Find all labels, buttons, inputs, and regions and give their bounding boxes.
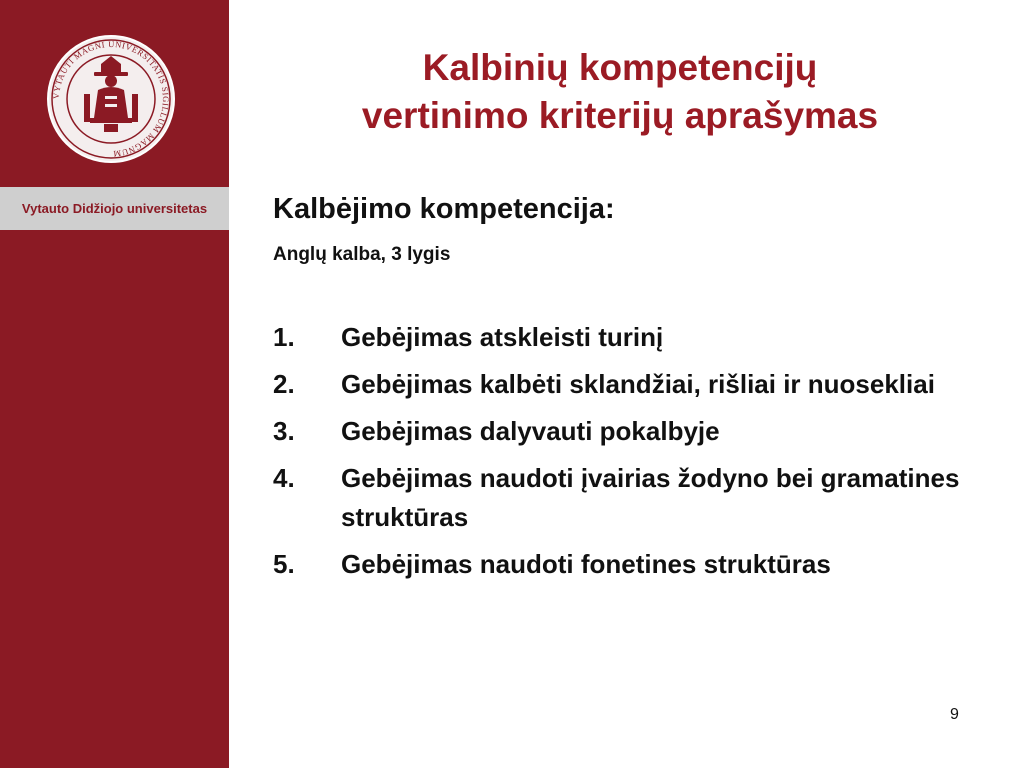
university-name-band xyxy=(0,187,229,230)
criteria-text: Gebėjimas naudoti fonetines struktūras xyxy=(341,549,831,579)
criteria-number: 2. xyxy=(273,369,295,399)
slide-title-line-1: Kalbinių kompetencijų xyxy=(422,47,818,88)
criteria-number: 4. xyxy=(273,463,295,493)
language-level: Anglų kalba, 3 lygis xyxy=(273,244,451,265)
university-name: Vytauto Didžiojo universitetas xyxy=(21,201,208,216)
criteria-item xyxy=(273,459,993,537)
university-seal-logo xyxy=(46,34,176,164)
criteria-item xyxy=(273,318,993,357)
criteria-item xyxy=(273,412,993,451)
criteria-text: Gebėjimas atskleisti turinį xyxy=(341,322,664,352)
criteria-number: 1. xyxy=(273,322,295,352)
criteria-item xyxy=(273,365,993,404)
criteria-text: Gebėjimas naudoti įvairias žodyno bei gramatines struktūras xyxy=(341,463,960,532)
criteria-number: 5. xyxy=(273,549,295,579)
criteria-text: Gebėjimas kalbėti sklandžiai, rišliai ir nuosekliai xyxy=(341,369,935,399)
slide-title-line-2: vertinimo kriterijų aprašymas xyxy=(361,95,879,136)
page-number: 9 xyxy=(950,706,959,723)
svg-text:VYTAUTI MAGNI UNIVERSITATIS SI: VYTAUTI MAGNI UNIVERSITATIS SIGILLUM MAGNUM xyxy=(50,38,172,160)
slide-subtitle: Kalbėjimo kompetencija: xyxy=(273,193,615,225)
criteria-number: 3. xyxy=(273,416,295,446)
criteria-text: Gebėjimas dalyvauti pokalbyje xyxy=(341,416,720,446)
criteria-list xyxy=(273,318,993,592)
criteria-item xyxy=(273,545,993,584)
slide-title xyxy=(250,44,990,140)
sidebar xyxy=(0,0,229,768)
